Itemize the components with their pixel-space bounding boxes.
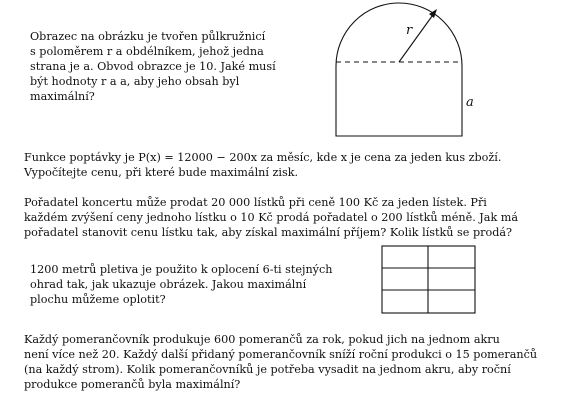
- problem-3-line-1: Pořadatel koncertu může prodat 20 000 lístků při ceně 100 Kč za jeden lístek. Při: [24, 196, 487, 209]
- problem-2-line-1: Funkce poptávky je P(x) = 12000 − 200x za měsíc, kde x je cena za jeden kus zboží.: [24, 151, 502, 164]
- problem-5-text: [24, 332, 554, 392]
- problem-5-line-4: produkce pomerančů byla maximální?: [24, 378, 241, 391]
- problem-5-line-1: Každý pomerančovník produkuje 600 pomerančů za rok, pokud jich na jednom akru: [24, 333, 500, 346]
- side-label: a: [466, 95, 474, 110]
- problem-2-line-2: Vypočítejte cenu, při které bude maximální zisk.: [24, 166, 299, 179]
- problem-1-line-3: strana je a. Obvod obrazce je 10. Jaké musí: [30, 60, 276, 73]
- problem-1-line-1: Obrazec na obrázku je tvořen půlkružnicí: [30, 30, 266, 43]
- radius-label: r: [406, 23, 413, 38]
- problem-4-line-3: plochu můžeme oplotit?: [30, 293, 166, 306]
- problem-1-line-2: s poloměrem r a obdélníkem, jehož jedna: [30, 45, 264, 58]
- problem-1-line-5: maximální?: [30, 90, 95, 103]
- problem-5-line-2: není více než 20. Každý další přidaný pomerančovník sníží roční produkci o 15 pomerančů: [24, 348, 538, 361]
- problem-3-line-3: pořadatel stanovit cenu lístku tak, aby získal maximální příjem? Kolik lístků se prodá?: [24, 226, 513, 239]
- problem-5-line-3: (na každý strom). Kolik pomerančovníků je potřeba vysadit na jednom akru, aby roční: [24, 363, 511, 376]
- problem-1-line-4: být hodnoty r a a, aby jeho obsah byl: [30, 75, 240, 88]
- problem-4-line-1: 1200 metrů pletiva je použito k oplocení 6-ti stejných: [30, 263, 333, 276]
- problem-4-line-2: ohrad tak, jak ukazuje obrázek. Jakou maximální: [30, 278, 307, 291]
- problem-3-line-2: každém zvýšení ceny jednoho lístku o 10 Kč prodá pořadatel o 200 lístků méně. Jak má: [24, 211, 519, 224]
